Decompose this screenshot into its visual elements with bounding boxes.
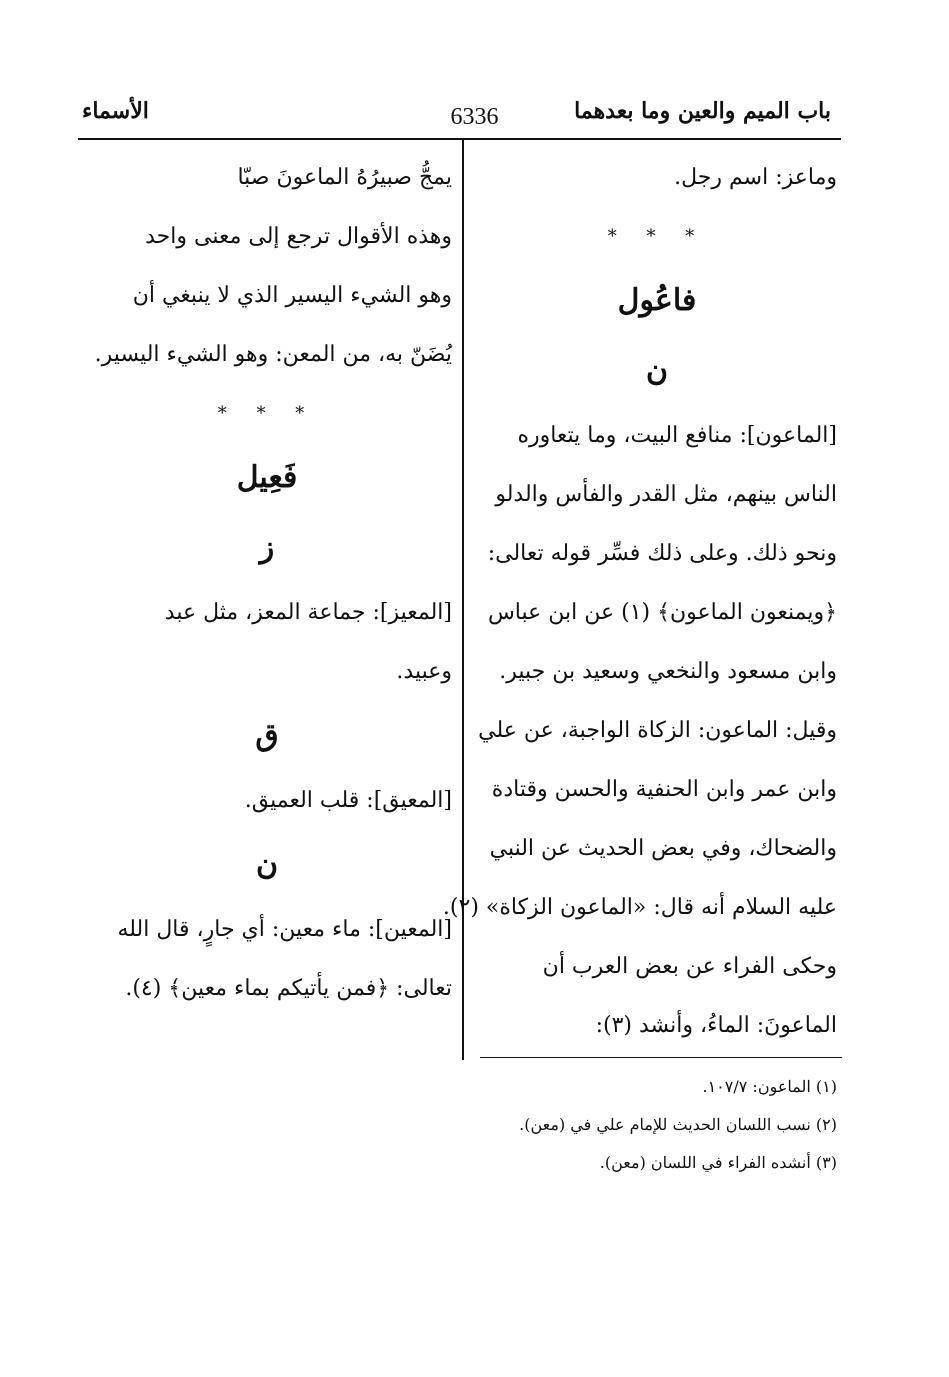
text-line: [المعيز]: جماعة المعز، مثل عبد	[164, 600, 452, 625]
text-line: ونحو ذلك. وعلى ذلك فسِّر قوله تعالى:	[487, 541, 837, 566]
text-line: الماعونَ: الماءُ، وأنشد (٣):	[595, 1013, 837, 1038]
right-column	[442, 148, 837, 1055]
left-column	[82, 148, 452, 1018]
text-line: الناس بينهم، مثل القدر والفأس والدلو	[495, 482, 837, 507]
text-line: ﴿ويمنعون الماعون﴾ (١) عن ابن عباس	[487, 600, 837, 625]
header-rule	[78, 138, 841, 140]
text-line: وابن عمر وابن الحنفية والحسن وقتادة	[491, 777, 837, 802]
entry-heading: ن	[645, 353, 669, 388]
text-line: [المعيق]: قلب العميق.	[244, 788, 452, 813]
footnote-rule	[480, 1057, 842, 1058]
text-line: يُضَنّ به، من المعن: وهو الشيء اليسير.	[94, 342, 452, 367]
footnotes	[337, 1068, 837, 1182]
text-line: [المعين]: ماء معين: أي جارٍ، قال الله	[117, 917, 452, 942]
footnote: (١) الماعون: ١٠٧/٧.	[702, 1077, 837, 1096]
text-line: عليه السلام أنه قال: «الماعون الزكاة» (٢).	[442, 895, 837, 920]
text-line: وابن مسعود والنخعي وسعيد بن جبير.	[499, 659, 837, 684]
entry-heading: ز	[259, 530, 275, 565]
chapter-title: باب الميم والعين وما بعدهما	[574, 98, 831, 124]
section-title: الأسماء	[82, 98, 149, 124]
text-line: تعالى: ﴿فمن يأتيكم بماء معين﴾ (٤).	[125, 976, 452, 1001]
text-line: يمجُّ صبيرُهُ الماعونَ صبّا	[237, 165, 452, 190]
text-line: [الماعون]: منافع البيت، وما يتعاوره	[517, 423, 837, 448]
entry-heading: ن	[255, 847, 279, 882]
text-line: وهذه الأقوال ترجع إلى معنى واحد	[145, 224, 452, 249]
text-line: والضحاك، وفي بعض الحديث عن النبي	[489, 836, 837, 861]
separator-stars: * * *	[217, 403, 317, 424]
page-number: 6336	[450, 104, 499, 130]
text-line: وعبيد.	[396, 659, 452, 684]
text-line: وحكى الفراء عن بعض العرب أن	[542, 954, 837, 979]
text-line: وماعز: اسم رجل.	[674, 165, 837, 190]
entry-heading: فَعِيل	[236, 460, 298, 495]
text-line: وقيل: الماعون: الزكاة الواجبة، عن علي	[478, 718, 837, 743]
footnote: (٣) أنشده الفراء في اللسان (معن).	[599, 1153, 837, 1172]
entry-heading: فاعُول	[617, 283, 697, 318]
separator-stars: * * *	[607, 226, 707, 247]
entry-heading: ق	[255, 718, 279, 753]
footnote: (٢) نسب اللسان الحديث للإمام علي في (معن).	[519, 1115, 837, 1134]
text-line: وهو الشيء اليسير الذي لا ينبغي أن	[132, 283, 452, 308]
